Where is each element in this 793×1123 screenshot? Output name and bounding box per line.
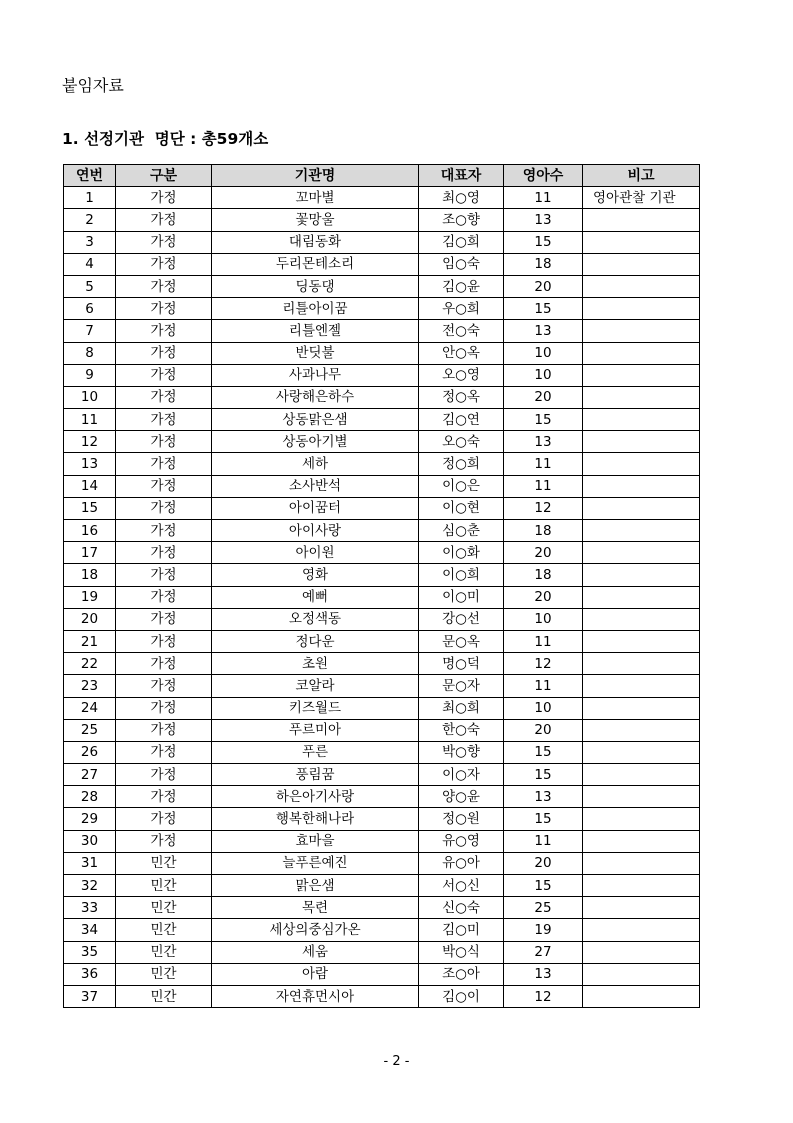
cell-representative: 임○숙	[419, 253, 504, 275]
cell-note	[583, 719, 700, 741]
table-row	[64, 919, 700, 941]
cell-category: 가정	[116, 830, 212, 852]
table-row	[64, 630, 700, 652]
cell-infant-count: 11	[504, 630, 583, 652]
cell-note	[583, 697, 700, 719]
cell-category: 가정	[116, 520, 212, 542]
cell-note	[583, 608, 700, 630]
cell-serial: 37	[64, 985, 116, 1007]
cell-infant-count: 15	[504, 741, 583, 763]
cell-institution-name: 효마을	[212, 830, 419, 852]
cell-institution-name: 키즈월드	[212, 697, 419, 719]
cell-serial: 5	[64, 275, 116, 297]
cell-institution-name: 상동아기별	[212, 431, 419, 453]
cell-infant-count: 11	[504, 675, 583, 697]
table-row	[64, 897, 700, 919]
cell-representative: 김○희	[419, 231, 504, 253]
cell-note	[583, 897, 700, 919]
table-row	[64, 209, 700, 231]
cell-serial: 27	[64, 764, 116, 786]
cell-infant-count: 20	[504, 719, 583, 741]
cell-serial: 8	[64, 342, 116, 364]
cell-institution-name: 두리몬테소리	[212, 253, 419, 275]
table-row	[64, 608, 700, 630]
cell-category: 가정	[116, 786, 212, 808]
cell-category: 가정	[116, 764, 212, 786]
cell-infant-count: 10	[504, 608, 583, 630]
header-note: 비고	[583, 165, 700, 187]
cell-infant-count: 13	[504, 209, 583, 231]
cell-category: 가정	[116, 320, 212, 342]
table-body	[64, 187, 700, 1008]
table-row	[64, 963, 700, 985]
table-row	[64, 298, 700, 320]
cell-category: 가정	[116, 653, 212, 675]
cell-representative: 오○숙	[419, 431, 504, 453]
cell-category: 가정	[116, 409, 212, 431]
table-row	[64, 231, 700, 253]
table-row	[64, 542, 700, 564]
cell-institution-name: 꼬마별	[212, 187, 419, 209]
cell-infant-count: 15	[504, 298, 583, 320]
cell-category: 민간	[116, 919, 212, 941]
cell-note	[583, 342, 700, 364]
section-title: 1. 선정기관 명단 : 총59개소	[62, 130, 269, 148]
cell-institution-name: 영화	[212, 564, 419, 586]
cell-institution-name: 푸른	[212, 741, 419, 763]
cell-institution-name: 상동맑은샘	[212, 409, 419, 431]
cell-note	[583, 919, 700, 941]
cell-serial: 20	[64, 608, 116, 630]
institution-table	[63, 164, 700, 1008]
attachment-label: 붙임자료	[62, 76, 124, 95]
cell-institution-name: 맑은샘	[212, 875, 419, 897]
cell-category: 가정	[116, 542, 212, 564]
cell-institution-name: 정다운	[212, 630, 419, 652]
page-number: - 2 -	[383, 1054, 410, 1069]
cell-institution-name: 아람	[212, 963, 419, 985]
cell-infant-count: 12	[504, 497, 583, 519]
cell-institution-name: 행복한해나라	[212, 808, 419, 830]
cell-representative: 최○영	[419, 187, 504, 209]
cell-note	[583, 431, 700, 453]
cell-serial: 30	[64, 830, 116, 852]
cell-representative: 김○윤	[419, 275, 504, 297]
cell-note	[583, 675, 700, 697]
cell-category: 가정	[116, 630, 212, 652]
cell-note	[583, 386, 700, 408]
cell-category: 가정	[116, 275, 212, 297]
cell-category: 가정	[116, 187, 212, 209]
cell-representative: 정○원	[419, 808, 504, 830]
cell-category: 가정	[116, 497, 212, 519]
cell-serial: 28	[64, 786, 116, 808]
cell-serial: 15	[64, 497, 116, 519]
cell-institution-name: 대림동화	[212, 231, 419, 253]
cell-serial: 18	[64, 564, 116, 586]
cell-category: 가정	[116, 453, 212, 475]
cell-representative: 유○아	[419, 852, 504, 874]
cell-representative: 이○자	[419, 764, 504, 786]
cell-category: 가정	[116, 342, 212, 364]
cell-note	[583, 497, 700, 519]
cell-infant-count: 13	[504, 431, 583, 453]
cell-note	[583, 808, 700, 830]
cell-institution-name: 소사반석	[212, 475, 419, 497]
table-row	[64, 764, 700, 786]
cell-serial: 22	[64, 653, 116, 675]
cell-infant-count: 10	[504, 342, 583, 364]
cell-note	[583, 275, 700, 297]
cell-note	[583, 542, 700, 564]
cell-serial: 25	[64, 719, 116, 741]
cell-representative: 문○옥	[419, 630, 504, 652]
cell-note	[583, 786, 700, 808]
table-row	[64, 497, 700, 519]
cell-infant-count: 27	[504, 941, 583, 963]
cell-note	[583, 209, 700, 231]
cell-serial: 16	[64, 520, 116, 542]
header-infant-count: 영아수	[504, 165, 583, 187]
cell-institution-name: 리틀아이꿈	[212, 298, 419, 320]
cell-serial: 19	[64, 586, 116, 608]
cell-serial: 35	[64, 941, 116, 963]
cell-representative: 정○희	[419, 453, 504, 475]
cell-category: 가정	[116, 564, 212, 586]
table-row	[64, 520, 700, 542]
cell-institution-name: 자연휴먼시아	[212, 985, 419, 1007]
cell-representative: 안○옥	[419, 342, 504, 364]
cell-note	[583, 298, 700, 320]
cell-serial: 32	[64, 875, 116, 897]
cell-note	[583, 630, 700, 652]
cell-institution-name: 세움	[212, 941, 419, 963]
header-institution-name: 기관명	[212, 165, 419, 187]
cell-infant-count: 11	[504, 475, 583, 497]
table-row	[64, 475, 700, 497]
cell-serial: 1	[64, 187, 116, 209]
cell-category: 가정	[116, 741, 212, 763]
cell-category: 가정	[116, 608, 212, 630]
cell-institution-name: 아이꿈터	[212, 497, 419, 519]
cell-serial: 2	[64, 209, 116, 231]
table-header-row	[64, 165, 700, 187]
cell-representative: 정○옥	[419, 386, 504, 408]
table-row	[64, 431, 700, 453]
cell-serial: 33	[64, 897, 116, 919]
cell-infant-count: 10	[504, 364, 583, 386]
cell-serial: 10	[64, 386, 116, 408]
cell-representative: 박○향	[419, 741, 504, 763]
cell-representative: 강○선	[419, 608, 504, 630]
cell-institution-name: 사랑해은하수	[212, 386, 419, 408]
cell-category: 가정	[116, 209, 212, 231]
table-row	[64, 852, 700, 874]
cell-serial: 12	[64, 431, 116, 453]
cell-note	[583, 875, 700, 897]
cell-representative: 우○희	[419, 298, 504, 320]
cell-category: 민간	[116, 897, 212, 919]
table-row	[64, 364, 700, 386]
cell-infant-count: 13	[504, 320, 583, 342]
cell-infant-count: 11	[504, 187, 583, 209]
header-category: 구분	[116, 165, 212, 187]
cell-category: 가정	[116, 697, 212, 719]
cell-representative: 전○숙	[419, 320, 504, 342]
cell-note	[583, 231, 700, 253]
cell-infant-count: 13	[504, 786, 583, 808]
cell-representative: 한○숙	[419, 719, 504, 741]
table-row	[64, 875, 700, 897]
cell-serial: 13	[64, 453, 116, 475]
cell-representative: 명○덕	[419, 653, 504, 675]
table-row	[64, 985, 700, 1007]
cell-representative: 박○식	[419, 941, 504, 963]
cell-note	[583, 564, 700, 586]
cell-institution-name: 꽃망울	[212, 209, 419, 231]
cell-serial: 4	[64, 253, 116, 275]
table-row	[64, 653, 700, 675]
cell-category: 가정	[116, 364, 212, 386]
cell-institution-name: 풍림꿈	[212, 764, 419, 786]
table-row	[64, 320, 700, 342]
cell-note	[583, 830, 700, 852]
cell-infant-count: 20	[504, 275, 583, 297]
cell-infant-count: 11	[504, 830, 583, 852]
table-row	[64, 719, 700, 741]
cell-note	[583, 453, 700, 475]
cell-infant-count: 15	[504, 409, 583, 431]
cell-note	[583, 320, 700, 342]
cell-serial: 21	[64, 630, 116, 652]
table-row	[64, 453, 700, 475]
cell-representative: 서○신	[419, 875, 504, 897]
cell-note	[583, 852, 700, 874]
cell-infant-count: 20	[504, 386, 583, 408]
cell-representative: 이○화	[419, 542, 504, 564]
cell-category: 민간	[116, 875, 212, 897]
cell-infant-count: 15	[504, 875, 583, 897]
header-serial: 연번	[64, 165, 116, 187]
cell-note	[583, 520, 700, 542]
cell-representative: 이○희	[419, 564, 504, 586]
cell-infant-count: 15	[504, 808, 583, 830]
cell-serial: 24	[64, 697, 116, 719]
cell-category: 민간	[116, 941, 212, 963]
cell-institution-name: 딩동댕	[212, 275, 419, 297]
cell-serial: 7	[64, 320, 116, 342]
cell-serial: 31	[64, 852, 116, 874]
cell-representative: 오○영	[419, 364, 504, 386]
cell-representative: 심○춘	[419, 520, 504, 542]
cell-serial: 3	[64, 231, 116, 253]
cell-note	[583, 653, 700, 675]
cell-infant-count: 12	[504, 985, 583, 1007]
cell-representative: 김○이	[419, 985, 504, 1007]
cell-note	[583, 985, 700, 1007]
table-row	[64, 808, 700, 830]
table-row	[64, 409, 700, 431]
cell-representative: 김○미	[419, 919, 504, 941]
cell-category: 가정	[116, 808, 212, 830]
table-row	[64, 564, 700, 586]
cell-serial: 26	[64, 741, 116, 763]
cell-category: 가정	[116, 719, 212, 741]
cell-category: 가정	[116, 231, 212, 253]
cell-category: 가정	[116, 586, 212, 608]
cell-infant-count: 11	[504, 453, 583, 475]
table-row	[64, 187, 700, 209]
cell-representative: 문○자	[419, 675, 504, 697]
table-row	[64, 586, 700, 608]
table-row	[64, 741, 700, 763]
cell-institution-name: 사과나무	[212, 364, 419, 386]
cell-note	[583, 409, 700, 431]
cell-note	[583, 941, 700, 963]
cell-institution-name: 아이원	[212, 542, 419, 564]
cell-infant-count: 15	[504, 764, 583, 786]
header-representative: 대표자	[419, 165, 504, 187]
cell-institution-name: 늘푸른예진	[212, 852, 419, 874]
table-row	[64, 342, 700, 364]
cell-serial: 14	[64, 475, 116, 497]
cell-note	[583, 963, 700, 985]
cell-infant-count: 20	[504, 542, 583, 564]
cell-note	[583, 741, 700, 763]
cell-institution-name: 하은아기사랑	[212, 786, 419, 808]
cell-serial: 29	[64, 808, 116, 830]
cell-infant-count: 12	[504, 653, 583, 675]
cell-institution-name: 세상의중심가온	[212, 919, 419, 941]
cell-note	[583, 253, 700, 275]
cell-institution-name: 오정색동	[212, 608, 419, 630]
cell-representative: 김○연	[419, 409, 504, 431]
cell-representative: 최○희	[419, 697, 504, 719]
cell-representative: 유○영	[419, 830, 504, 852]
cell-note: 영아관찰 기관	[583, 187, 700, 209]
cell-infant-count: 18	[504, 564, 583, 586]
cell-serial: 17	[64, 542, 116, 564]
cell-infant-count: 18	[504, 520, 583, 542]
cell-note	[583, 364, 700, 386]
cell-institution-name: 아이사랑	[212, 520, 419, 542]
cell-serial: 34	[64, 919, 116, 941]
cell-representative: 이○미	[419, 586, 504, 608]
cell-category: 가정	[116, 431, 212, 453]
table-row	[64, 786, 700, 808]
cell-infant-count: 19	[504, 919, 583, 941]
table-row	[64, 830, 700, 852]
cell-representative: 조○아	[419, 963, 504, 985]
cell-infant-count: 13	[504, 963, 583, 985]
cell-infant-count: 20	[504, 852, 583, 874]
cell-category: 가정	[116, 475, 212, 497]
cell-serial: 11	[64, 409, 116, 431]
cell-institution-name: 목련	[212, 897, 419, 919]
cell-infant-count: 20	[504, 586, 583, 608]
cell-institution-name: 초원	[212, 653, 419, 675]
cell-infant-count: 25	[504, 897, 583, 919]
cell-institution-name: 푸르미아	[212, 719, 419, 741]
cell-serial: 6	[64, 298, 116, 320]
table-row	[64, 675, 700, 697]
cell-serial: 9	[64, 364, 116, 386]
cell-representative: 신○숙	[419, 897, 504, 919]
cell-institution-name: 예뻐	[212, 586, 419, 608]
cell-representative: 조○향	[419, 209, 504, 231]
cell-serial: 23	[64, 675, 116, 697]
table-row	[64, 275, 700, 297]
cell-category: 가정	[116, 253, 212, 275]
cell-note	[583, 586, 700, 608]
cell-category: 가정	[116, 298, 212, 320]
cell-note	[583, 764, 700, 786]
cell-category: 민간	[116, 985, 212, 1007]
cell-institution-name: 코알라	[212, 675, 419, 697]
cell-category: 민간	[116, 852, 212, 874]
cell-category: 민간	[116, 963, 212, 985]
cell-category: 가정	[116, 386, 212, 408]
cell-representative: 이○현	[419, 497, 504, 519]
cell-category: 가정	[116, 675, 212, 697]
cell-infant-count: 10	[504, 697, 583, 719]
table-row	[64, 386, 700, 408]
cell-representative: 이○은	[419, 475, 504, 497]
cell-infant-count: 18	[504, 253, 583, 275]
table-row	[64, 941, 700, 963]
cell-serial: 36	[64, 963, 116, 985]
cell-representative: 양○윤	[419, 786, 504, 808]
cell-institution-name: 세하	[212, 453, 419, 475]
table-row	[64, 253, 700, 275]
cell-infant-count: 15	[504, 231, 583, 253]
cell-institution-name: 반딧불	[212, 342, 419, 364]
cell-institution-name: 리틀엔젤	[212, 320, 419, 342]
cell-note	[583, 475, 700, 497]
table-row	[64, 697, 700, 719]
